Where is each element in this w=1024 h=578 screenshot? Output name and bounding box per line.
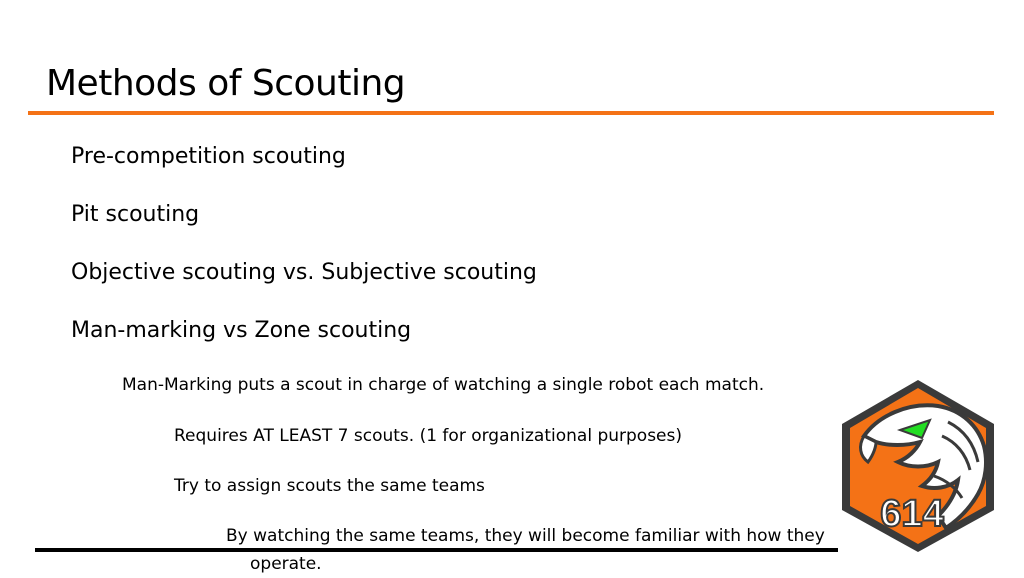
sub-bullet-assign-teams: Try to assign scouts the same teams <box>174 476 485 496</box>
bottom-rule <box>35 548 838 552</box>
team-logo <box>838 376 998 556</box>
bullet-objective-vs-subjective: Objective scouting vs. Subjective scouting <box>71 260 537 285</box>
sub-bullet-scout-count: Requires AT LEAST 7 scouts. (1 for organizational purposes) <box>174 426 683 446</box>
slide-title: Methods of Scouting <box>46 63 406 104</box>
eagle-hexagon-logo-icon <box>838 376 998 556</box>
sub-bullet-man-marking-definition: Man-Marking puts a scout in charge of watching a single robot each match. <box>122 375 765 395</box>
bullet-man-marking-vs-zone: Man-marking vs Zone scouting <box>71 318 412 343</box>
deep-bullet-line-1: By watching the same teams, they will become familiar with how they <box>226 526 825 546</box>
team-number: 614 <box>880 493 944 535</box>
title-underline <box>28 111 994 115</box>
deep-bullet-line-2: operate. <box>250 554 322 574</box>
bullet-pre-competition: Pre-competition scouting <box>71 144 346 169</box>
bullet-pit-scouting: Pit scouting <box>71 202 200 227</box>
